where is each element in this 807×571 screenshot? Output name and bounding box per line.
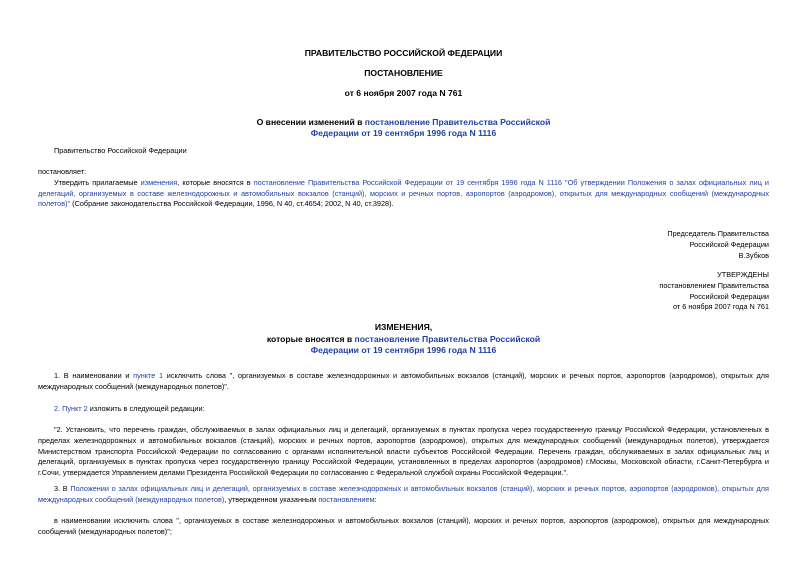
issuer-text: Правительство Российской Федерации: [54, 146, 187, 155]
item-2: [54, 404, 205, 415]
item-3-text-a: 3. В: [54, 484, 71, 493]
approve-text: Утвердить прилагаемые: [54, 178, 141, 187]
approved-block: [659, 270, 769, 313]
title-decree-link-cont[interactable]: Федерации от 19 сентября 1996 года N 1116: [310, 128, 497, 138]
signature-position-1: Председатель Правительства: [667, 229, 769, 238]
changes-title-prefix: которые вносятся в: [266, 333, 355, 344]
item-1-text-a: 1. В наименовании и: [54, 371, 134, 380]
changes-title-line1: ИЗМЕНЕНИЯ,: [374, 322, 433, 332]
approved-line-2: постановлением Правительства: [659, 280, 769, 290]
changes-title: [0, 322, 807, 357]
regulation-link[interactable]: Положении о залах официальных лиц и делегаций, организуемых в составе железнодорожных и автомобильных вокзалов (станций), морских и речных портов, аэропортов (аэродромов), открытых для международных сообщений (международных полетов): [38, 484, 769, 504]
title-decree-link[interactable]: постановление Правительства Российской: [364, 117, 551, 127]
item-1-text-b: исключить слова ", организуемых в составе железнодорожных и автомобильных вокзалов (станций), морских и речных портов, аэропортов (аэродромов), открытых для международных сообщений (международных полетов)".: [38, 371, 769, 391]
approved-line-4: от 6 ноября 2007 года N 761: [673, 302, 769, 312]
item-2-text: изложить в следующей редакции:: [87, 404, 205, 413]
document-date-number: от 6 ноября 2007 года N 761: [344, 88, 463, 98]
decree-link[interactable]: постановлением: [318, 494, 375, 504]
decree-1116-link[interactable]: постановление Правительства Российской Федерации от 19 сентября 1996 года N 1116 "Об утверждении Положения о залах официальных лиц и делегаций, организуемых в составе железнодорожных и автомобильных вокзалов (станций), морских и речных портов, аэропортов (аэродромов), открытых для международных сообщений (международных полетов)": [38, 178, 770, 208]
item-2-quote: "2. Установить, что перечень граждан, обслуживаемых в залах официальных лиц и делегаций, организуемых в пунктах пропуска через государственную границу Российской Федерации, установленных в пределах железнодорожных и автомобильных вокзалов (станций), морских и речных портов, аэропортов (аэродромов), открытых для международных сообщений (международных полетов), утверждается Министерством транспорта Российской Федерации по согласованию с органами исполнительной власти субъектов Российской Федерации. Перечень граждан, обслуживаемых в залах официальных лиц и делегаций, организуемых в пунктах пропуска через государственную границу Российской Федерации, установленных в пределах аэропортов (аэродромов) г.Москвы, Московской области, г.Санкт-Петербурга и г.Сочи, утверждается Управлением делами Президента Российской Федерации по согласованию с Федеральной службой охраны Российской Федерации.".: [38, 425, 769, 478]
approve-paragraph: [38, 178, 769, 210]
decides-text: постановляет:: [38, 167, 87, 176]
approved-line-3: Российской Федерации: [689, 291, 769, 301]
signature-name: В.Зубков: [738, 250, 769, 260]
changes-link[interactable]: изменения: [140, 178, 178, 187]
government-heading: ПРАВИТЕЛЬСТВО РОССИЙСКОЙ ФЕДЕРАЦИИ: [304, 48, 503, 58]
changes-title-decree-link-cont[interactable]: Федерации от 19 сентября 1996 года N 1116: [310, 345, 497, 355]
approve-tail-text: (Собрание законодательства Российской Федерации, 1996, N 40, ст.4654; 2002, N 40, ст.3928).: [70, 199, 394, 208]
signature-position-2: Российской Федерации: [689, 239, 769, 249]
item-1-link[interactable]: пункте 1: [133, 371, 164, 380]
approved-line-1: УТВЕРЖДЕНЫ: [717, 270, 769, 279]
item-3-text-b: , утвержденном указанным: [224, 494, 319, 504]
changes-title-decree-link[interactable]: постановление Правительства Российской: [354, 333, 541, 344]
document-type: ПОСТАНОВЛЕНИЕ: [364, 68, 443, 78]
item-3-sub: в наименовании исключить слова ", организуемых в составе железнодорожных и автомобильных вокзалов (станций), морских и речных портов, аэропортов (аэродромов), открытых для международных сообщений (международных полетов)";: [38, 516, 769, 536]
signature-block: [667, 229, 769, 261]
item-3: [38, 484, 769, 505]
title-prefix: О внесении изменений в: [256, 117, 365, 127]
item-2-link[interactable]: 2. Пункт 2: [54, 404, 88, 413]
item-3-text-c: :: [374, 494, 377, 504]
approve-mid-text: , которые вносятся в: [177, 178, 254, 187]
item-1: [38, 371, 769, 392]
document-title: [0, 117, 807, 139]
